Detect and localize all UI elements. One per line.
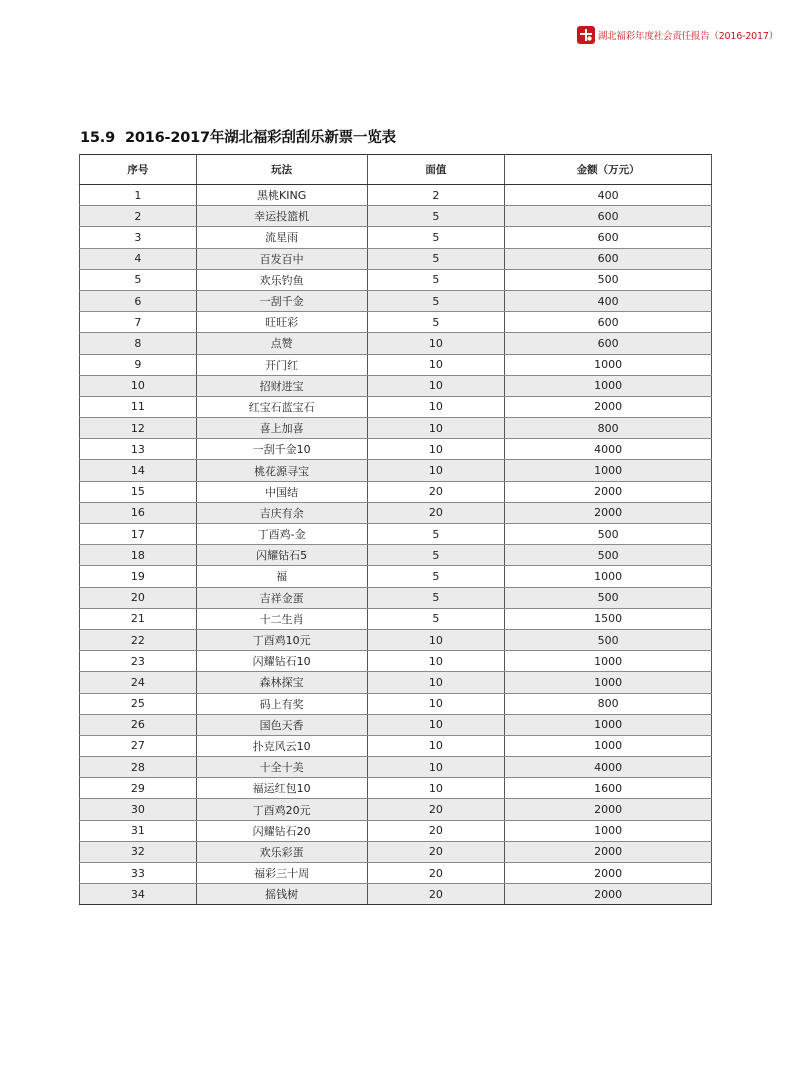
cell-index: 10: [80, 375, 197, 396]
cell-amount: 1000: [505, 820, 712, 841]
cell-face-value: 20: [367, 502, 505, 523]
cell-index: 7: [80, 312, 197, 333]
table-row: [80, 333, 712, 354]
cell-face-value: 20: [367, 481, 505, 502]
table-row: [80, 863, 712, 884]
table-header-row: [80, 155, 712, 185]
cell-amount: 500: [505, 587, 712, 608]
cell-face-value: 20: [367, 799, 505, 820]
cell-game: 十二生肖: [196, 608, 367, 629]
cell-game: 中国结: [196, 481, 367, 502]
cell-index: 34: [80, 884, 197, 905]
cell-index: 1: [80, 185, 197, 206]
cell-game: 丁酉鸡-金: [196, 524, 367, 545]
cell-index: 13: [80, 439, 197, 460]
cell-game: 闪耀钻石5: [196, 545, 367, 566]
cell-amount: 1000: [505, 566, 712, 587]
cell-game: 一刮千金: [196, 290, 367, 311]
cell-amount: 2000: [505, 396, 712, 417]
cell-game: 开门红: [196, 354, 367, 375]
cell-index: 16: [80, 502, 197, 523]
cell-game: 丁酉鸡10元: [196, 629, 367, 650]
cell-game: 欢乐彩蛋: [196, 841, 367, 862]
cell-game: 幸运投篮机: [196, 206, 367, 227]
cell-game: 流星雨: [196, 227, 367, 248]
table-row: [80, 354, 712, 375]
cell-face-value: 10: [367, 333, 505, 354]
cell-index: 2: [80, 206, 197, 227]
cell-game: 黑桃KING: [196, 185, 367, 206]
cell-amount: 1500: [505, 608, 712, 629]
cell-face-value: 5: [367, 312, 505, 333]
table-row: [80, 248, 712, 269]
cell-index: 33: [80, 863, 197, 884]
cell-game: 福运红包10: [196, 778, 367, 799]
cell-amount: 800: [505, 693, 712, 714]
cell-index: 19: [80, 566, 197, 587]
cell-face-value: 10: [367, 714, 505, 735]
cell-amount: 1000: [505, 672, 712, 693]
cell-game: 欢乐钓鱼: [196, 269, 367, 290]
cell-index: 22: [80, 629, 197, 650]
cell-amount: 1000: [505, 714, 712, 735]
table-row: [80, 651, 712, 672]
cell-game: 闪耀钻石20: [196, 820, 367, 841]
cell-game: 红宝石蓝宝石: [196, 396, 367, 417]
cell-amount: 1000: [505, 651, 712, 672]
cell-game: 招财进宝: [196, 375, 367, 396]
cell-game: 摇钱树: [196, 884, 367, 905]
new-tickets-table: [79, 154, 712, 905]
table-row: [80, 396, 712, 417]
cell-face-value: 20: [367, 841, 505, 862]
cell-index: 23: [80, 651, 197, 672]
cell-face-value: 10: [367, 460, 505, 481]
cell-face-value: 5: [367, 290, 505, 311]
cell-face-value: 5: [367, 566, 505, 587]
table-row: [80, 227, 712, 248]
cell-index: 8: [80, 333, 197, 354]
table-row: [80, 587, 712, 608]
table-row: [80, 841, 712, 862]
cell-amount: 500: [505, 524, 712, 545]
table-row: [80, 884, 712, 905]
cell-face-value: 5: [367, 269, 505, 290]
cell-face-value: 2: [367, 185, 505, 206]
table-row: [80, 290, 712, 311]
cell-amount: 600: [505, 248, 712, 269]
cell-amount: 500: [505, 629, 712, 650]
table-row: [80, 460, 712, 481]
cell-index: 9: [80, 354, 197, 375]
cell-amount: 2000: [505, 502, 712, 523]
cell-face-value: 20: [367, 863, 505, 884]
table-row: [80, 714, 712, 735]
cell-index: 29: [80, 778, 197, 799]
cell-game: 福: [196, 566, 367, 587]
cell-face-value: 10: [367, 354, 505, 375]
cell-face-value: 10: [367, 757, 505, 778]
cell-amount: 400: [505, 290, 712, 311]
cell-index: 27: [80, 735, 197, 756]
cell-index: 11: [80, 396, 197, 417]
header-report-title: 湖北福彩年度社会责任报告（2016-2017）: [597, 31, 778, 42]
cell-index: 31: [80, 820, 197, 841]
cell-game: 喜上加喜: [196, 418, 367, 439]
cell-amount: 4000: [505, 439, 712, 460]
cell-face-value: 5: [367, 227, 505, 248]
cell-game: 吉庆有余: [196, 502, 367, 523]
cell-game: 国色天香: [196, 714, 367, 735]
cell-face-value: 10: [367, 693, 505, 714]
table-row: [80, 206, 712, 227]
cell-amount: 400: [505, 185, 712, 206]
table-row: [80, 185, 712, 206]
table-row: [80, 545, 712, 566]
cell-game: 扑克风云10: [196, 735, 367, 756]
welfare-lottery-logo-icon: [577, 26, 595, 44]
table-row: [80, 693, 712, 714]
cell-game: 福彩三十周: [196, 863, 367, 884]
cell-game: 丁酉鸡20元: [196, 799, 367, 820]
table-row: [80, 672, 712, 693]
cell-game: 森林探宝: [196, 672, 367, 693]
cell-face-value: 5: [367, 524, 505, 545]
table-row: [80, 757, 712, 778]
cell-index: 5: [80, 269, 197, 290]
table-row: [80, 269, 712, 290]
cell-amount: 2000: [505, 863, 712, 884]
cell-face-value: 10: [367, 629, 505, 650]
cell-game: 桃花源寻宝: [196, 460, 367, 481]
column-header-game: 玩法: [196, 155, 367, 185]
cell-amount: 1000: [505, 375, 712, 396]
cell-face-value: 5: [367, 545, 505, 566]
table-row: [80, 439, 712, 460]
cell-index: 28: [80, 757, 197, 778]
cell-index: 24: [80, 672, 197, 693]
cell-amount: 500: [505, 545, 712, 566]
table-row: [80, 778, 712, 799]
cell-amount: 1000: [505, 354, 712, 375]
table-row: [80, 502, 712, 523]
cell-index: 15: [80, 481, 197, 502]
table-row: [80, 418, 712, 439]
cell-index: 30: [80, 799, 197, 820]
cell-amount: 600: [505, 333, 712, 354]
cell-index: 17: [80, 524, 197, 545]
table-row: [80, 481, 712, 502]
table-row: [80, 820, 712, 841]
column-header-index: 序号: [80, 155, 197, 185]
cell-amount: 2000: [505, 481, 712, 502]
section-title-text: 2016-2017年湖北福彩刮刮乐新票一览表: [124, 130, 396, 146]
cell-amount: 1600: [505, 778, 712, 799]
cell-face-value: 10: [367, 375, 505, 396]
cell-game: 闪耀钻石10: [196, 651, 367, 672]
cell-index: 12: [80, 418, 197, 439]
cell-index: 6: [80, 290, 197, 311]
table-row: [80, 312, 712, 333]
cell-game: 旺旺彩: [196, 312, 367, 333]
table-body: [80, 185, 712, 905]
cell-face-value: 5: [367, 248, 505, 269]
cell-amount: 1000: [505, 460, 712, 481]
cell-face-value: 10: [367, 735, 505, 756]
section-number: 15.9: [80, 130, 115, 146]
cell-amount: 500: [505, 269, 712, 290]
cell-game: 一刮千金10: [196, 439, 367, 460]
cell-amount: 2000: [505, 841, 712, 862]
table-row: [80, 735, 712, 756]
cell-game: 码上有奖: [196, 693, 367, 714]
cell-amount: 1000: [505, 735, 712, 756]
table-row: [80, 566, 712, 587]
cell-face-value: 20: [367, 884, 505, 905]
cell-amount: 2000: [505, 799, 712, 820]
cell-face-value: 5: [367, 608, 505, 629]
cell-amount: 600: [505, 206, 712, 227]
cell-game: 十全十美: [196, 757, 367, 778]
cell-game: 百发百中: [196, 248, 367, 269]
cell-index: 32: [80, 841, 197, 862]
cell-index: 3: [80, 227, 197, 248]
table-row: [80, 799, 712, 820]
cell-face-value: 10: [367, 418, 505, 439]
section-title: [80, 126, 396, 147]
column-header-face-value: 面值: [367, 155, 505, 185]
cell-face-value: 5: [367, 587, 505, 608]
cell-amount: 800: [505, 418, 712, 439]
cell-amount: 4000: [505, 757, 712, 778]
cell-face-value: 20: [367, 820, 505, 841]
cell-index: 21: [80, 608, 197, 629]
cell-face-value: 5: [367, 206, 505, 227]
cell-index: 25: [80, 693, 197, 714]
cell-index: 26: [80, 714, 197, 735]
cell-face-value: 10: [367, 778, 505, 799]
cell-face-value: 10: [367, 439, 505, 460]
cell-index: 18: [80, 545, 197, 566]
cell-amount: 600: [505, 227, 712, 248]
cell-index: 14: [80, 460, 197, 481]
table-row: [80, 524, 712, 545]
cell-face-value: 10: [367, 672, 505, 693]
column-header-amount: 金额（万元）: [505, 155, 712, 185]
cell-face-value: 10: [367, 396, 505, 417]
cell-index: 4: [80, 248, 197, 269]
page-header: [577, 26, 778, 44]
cell-index: 20: [80, 587, 197, 608]
cell-game: 吉祥金蛋: [196, 587, 367, 608]
cell-amount: 600: [505, 312, 712, 333]
table-row: [80, 608, 712, 629]
table-row: [80, 375, 712, 396]
cell-game: 点赞: [196, 333, 367, 354]
table-row: [80, 629, 712, 650]
cell-face-value: 10: [367, 651, 505, 672]
cell-amount: 2000: [505, 884, 712, 905]
